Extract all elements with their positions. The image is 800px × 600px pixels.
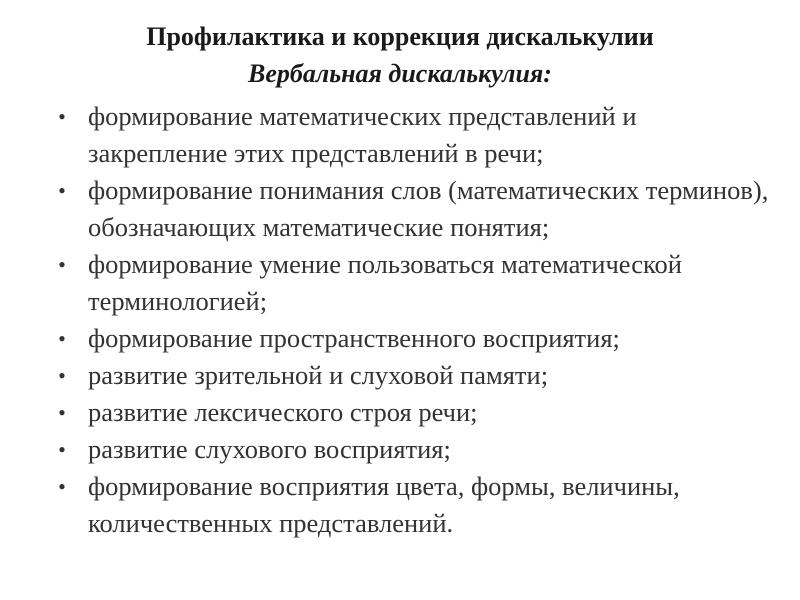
list-item-text: формирование понимания слов (математических терминов), обозначающих математические понятия; — [88, 175, 769, 242]
list-item-text: формирование умение пользоваться математической терминологией; — [88, 249, 682, 316]
bullet-icon: • — [58, 104, 66, 129]
list-item — [52, 394, 772, 431]
bullet-icon: • — [58, 252, 66, 277]
slide-subtitle: Вербальная дискалькулия: — [248, 59, 552, 88]
list-item — [52, 172, 772, 246]
list-item-text: формирование математических представлений и закрепление этих представлений в речи; — [88, 101, 637, 168]
list-item — [52, 468, 772, 542]
bullet-icon: • — [58, 326, 66, 351]
list-item — [52, 320, 772, 357]
bullet-icon: • — [58, 474, 66, 499]
list-item — [52, 246, 772, 320]
list-item — [52, 98, 772, 172]
list-item — [52, 357, 772, 394]
bullet-icon: • — [58, 178, 66, 203]
list-item-text: формирование пространственного восприятия; — [88, 323, 620, 353]
list-item-text: развитие слухового восприятия; — [88, 434, 451, 464]
list-item-text: развитие зрительной и слуховой памяти; — [88, 360, 549, 390]
bullet-icon: • — [58, 363, 66, 388]
bullet-icon: • — [58, 437, 66, 462]
bullet-list — [52, 98, 772, 542]
slide-title: Профилактика и коррекция дискалькулии — [146, 22, 654, 51]
list-item — [52, 431, 772, 468]
list-item-text: формирование восприятия цвета, формы, величины, количественных представлений. — [88, 471, 680, 538]
bullet-icon: • — [58, 400, 66, 425]
list-item-text: развитие лексического строя речи; — [88, 397, 478, 427]
